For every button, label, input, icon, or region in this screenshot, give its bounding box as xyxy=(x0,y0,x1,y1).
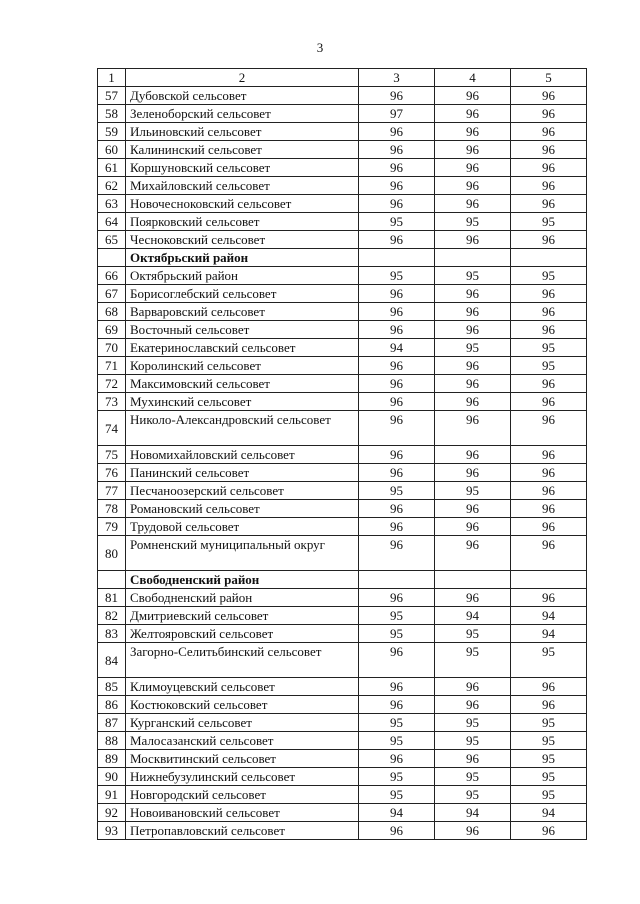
column-4-value-cell: 96 xyxy=(435,464,511,482)
column-3-value-cell: 96 xyxy=(359,393,435,411)
row-number-cell: 80 xyxy=(98,536,126,571)
table-row xyxy=(98,714,587,732)
column-3-value-cell: 94 xyxy=(359,339,435,357)
table-header-row xyxy=(98,69,587,87)
column-header: 1 xyxy=(98,69,126,87)
column-header: 2 xyxy=(126,69,359,87)
table-row xyxy=(98,500,587,518)
column-4-value-cell: 96 xyxy=(435,696,511,714)
column-3-value-cell: 96 xyxy=(359,464,435,482)
row-number-cell xyxy=(98,571,126,589)
table-row xyxy=(98,393,587,411)
district-name-cell: Новомихайловский сельсовет xyxy=(126,446,359,464)
column-5-value-cell: 96 xyxy=(511,696,587,714)
row-number-cell: 76 xyxy=(98,464,126,482)
column-3-value-cell: 97 xyxy=(359,105,435,123)
table-row xyxy=(98,375,587,393)
column-5-value-cell: 96 xyxy=(511,482,587,500)
column-4-value-cell: 96 xyxy=(435,678,511,696)
district-name-cell: Загорно-Селитьбинский сельсовет xyxy=(126,643,359,678)
district-name-cell: Петропавловский сельсовет xyxy=(126,822,359,840)
column-4-value-cell xyxy=(435,571,511,589)
row-number-cell: 74 xyxy=(98,411,126,446)
column-4-value-cell: 95 xyxy=(435,339,511,357)
column-4-value-cell: 95 xyxy=(435,213,511,231)
column-3-value-cell: 96 xyxy=(359,231,435,249)
column-3-value-cell: 95 xyxy=(359,607,435,625)
column-4-value-cell: 96 xyxy=(435,87,511,105)
table-row xyxy=(98,732,587,750)
district-name-cell: Королинский сельсовет xyxy=(126,357,359,375)
page-number: 3 xyxy=(316,40,324,55)
column-3-value-cell: 96 xyxy=(359,285,435,303)
column-3-value-cell: 96 xyxy=(359,321,435,339)
column-4-value-cell: 96 xyxy=(435,303,511,321)
column-4-value-cell: 96 xyxy=(435,750,511,768)
column-4-value-cell: 95 xyxy=(435,625,511,643)
row-number-cell: 79 xyxy=(98,518,126,536)
column-5-value-cell: 95 xyxy=(511,267,587,285)
column-5-value-cell: 94 xyxy=(511,804,587,822)
table-row xyxy=(98,589,587,607)
district-name-cell: Борисоглебский сельсовет xyxy=(126,285,359,303)
column-3-value-cell: 95 xyxy=(359,732,435,750)
column-4-value-cell: 96 xyxy=(435,159,511,177)
column-5-value-cell: 96 xyxy=(511,177,587,195)
district-name-cell: Чесноковский сельсовет xyxy=(126,231,359,249)
table-row xyxy=(98,643,587,678)
row-number-cell: 82 xyxy=(98,607,126,625)
district-name-cell: Панинский сельсовет xyxy=(126,464,359,482)
district-name-cell: Свободненский район xyxy=(126,589,359,607)
district-name-cell: Трудовой сельсовет xyxy=(126,518,359,536)
column-3-value-cell: 94 xyxy=(359,804,435,822)
table-row xyxy=(98,750,587,768)
table-row xyxy=(98,177,587,195)
table-row xyxy=(98,696,587,714)
district-name-cell: Николо-Александровский сельсовет xyxy=(126,411,359,446)
column-4-value-cell: 96 xyxy=(435,195,511,213)
table-row xyxy=(98,411,587,446)
column-5-value-cell: 96 xyxy=(511,231,587,249)
column-5-value-cell: 96 xyxy=(511,446,587,464)
column-3-value-cell: 95 xyxy=(359,267,435,285)
column-5-value-cell: 95 xyxy=(511,213,587,231)
district-name-cell: Новочесноковский сельсовет xyxy=(126,195,359,213)
column-4-value-cell: 96 xyxy=(435,123,511,141)
column-3-value-cell: 95 xyxy=(359,625,435,643)
column-4-value-cell: 95 xyxy=(435,786,511,804)
column-5-value-cell: 96 xyxy=(511,411,587,446)
column-3-value-cell: 95 xyxy=(359,786,435,804)
column-5-value-cell: 96 xyxy=(511,123,587,141)
row-number-cell: 59 xyxy=(98,123,126,141)
table-row xyxy=(98,804,587,822)
row-number-cell: 86 xyxy=(98,696,126,714)
row-number-cell: 73 xyxy=(98,393,126,411)
table-row xyxy=(98,482,587,500)
column-4-value-cell: 95 xyxy=(435,732,511,750)
row-number-cell: 71 xyxy=(98,357,126,375)
district-name-cell: Свободненский район xyxy=(126,571,359,589)
row-number-cell: 57 xyxy=(98,87,126,105)
row-number-cell: 62 xyxy=(98,177,126,195)
table-row xyxy=(98,105,587,123)
table-row xyxy=(98,518,587,536)
column-4-value-cell: 95 xyxy=(435,768,511,786)
column-3-value-cell: 96 xyxy=(359,500,435,518)
row-number-cell: 78 xyxy=(98,500,126,518)
row-number-cell: 77 xyxy=(98,482,126,500)
column-3-value-cell: 96 xyxy=(359,536,435,571)
table-body xyxy=(98,69,587,840)
row-number-cell: 87 xyxy=(98,714,126,732)
column-5-value-cell: 95 xyxy=(511,732,587,750)
section-header-row xyxy=(98,571,587,589)
district-name-cell: Калининский сельсовет xyxy=(126,141,359,159)
district-name-cell: Восточный сельсовет xyxy=(126,321,359,339)
row-number-cell: 92 xyxy=(98,804,126,822)
table-row xyxy=(98,141,587,159)
table-row xyxy=(98,213,587,231)
district-name-cell: Екатеринославский сельсовет xyxy=(126,339,359,357)
column-3-value-cell: 96 xyxy=(359,303,435,321)
table-row xyxy=(98,321,587,339)
district-name-cell: Поярковский сельсовет xyxy=(126,213,359,231)
row-number-cell: 83 xyxy=(98,625,126,643)
column-5-value-cell: 96 xyxy=(511,678,587,696)
column-3-value-cell: 96 xyxy=(359,411,435,446)
district-name-cell: Дубовской сельсовет xyxy=(126,87,359,105)
column-5-value-cell: 96 xyxy=(511,518,587,536)
table-row xyxy=(98,267,587,285)
table-row xyxy=(98,357,587,375)
table-row xyxy=(98,87,587,105)
column-4-value-cell: 96 xyxy=(435,500,511,518)
row-number-cell: 85 xyxy=(98,678,126,696)
district-name-cell: Новгородский сельсовет xyxy=(126,786,359,804)
column-5-value-cell xyxy=(511,249,587,267)
column-3-value-cell: 96 xyxy=(359,696,435,714)
column-3-value-cell xyxy=(359,249,435,267)
column-5-value-cell: 96 xyxy=(511,375,587,393)
column-3-value-cell: 96 xyxy=(359,589,435,607)
district-name-cell: Варваровский сельсовет xyxy=(126,303,359,321)
column-3-value-cell: 96 xyxy=(359,123,435,141)
district-name-cell: Ромненский муниципальный округ xyxy=(126,536,359,571)
row-number-cell: 66 xyxy=(98,267,126,285)
column-4-value-cell: 96 xyxy=(435,231,511,249)
district-name-cell: Малосазанский сельсовет xyxy=(126,732,359,750)
column-3-value-cell: 95 xyxy=(359,213,435,231)
column-4-value-cell: 94 xyxy=(435,804,511,822)
column-5-value-cell: 95 xyxy=(511,357,587,375)
row-number-cell: 69 xyxy=(98,321,126,339)
row-number-cell xyxy=(98,249,126,267)
column-5-value-cell: 95 xyxy=(511,339,587,357)
row-number-cell: 90 xyxy=(98,768,126,786)
column-4-value-cell: 96 xyxy=(435,141,511,159)
district-name-cell: Москвитинский сельсовет xyxy=(126,750,359,768)
column-3-value-cell: 96 xyxy=(359,195,435,213)
column-4-value-cell: 96 xyxy=(435,357,511,375)
column-5-value-cell: 96 xyxy=(511,285,587,303)
column-3-value-cell: 96 xyxy=(359,678,435,696)
column-5-value-cell: 96 xyxy=(511,87,587,105)
row-number-cell: 58 xyxy=(98,105,126,123)
row-number-cell: 91 xyxy=(98,786,126,804)
district-name-cell: Климоуцевский сельсовет xyxy=(126,678,359,696)
table-row xyxy=(98,123,587,141)
column-4-value-cell: 96 xyxy=(435,446,511,464)
column-3-value-cell: 96 xyxy=(359,518,435,536)
table-row xyxy=(98,536,587,571)
data-table xyxy=(97,68,587,840)
column-3-value-cell: 96 xyxy=(359,446,435,464)
column-3-value-cell: 95 xyxy=(359,768,435,786)
column-5-value-cell: 95 xyxy=(511,643,587,678)
row-number-cell: 60 xyxy=(98,141,126,159)
column-4-value-cell: 96 xyxy=(435,105,511,123)
column-4-value-cell: 96 xyxy=(435,822,511,840)
column-5-value-cell: 96 xyxy=(511,393,587,411)
column-3-value-cell: 95 xyxy=(359,714,435,732)
column-5-value-cell: 96 xyxy=(511,500,587,518)
column-5-value-cell: 96 xyxy=(511,105,587,123)
column-5-value-cell: 95 xyxy=(511,786,587,804)
district-name-cell: Нижнебузулинский сельсовет xyxy=(126,768,359,786)
table-row xyxy=(98,678,587,696)
district-name-cell: Желтояровский сельсовет xyxy=(126,625,359,643)
table-row xyxy=(98,285,587,303)
district-name-cell: Зеленоборский сельсовет xyxy=(126,105,359,123)
column-3-value-cell: 96 xyxy=(359,141,435,159)
column-4-value-cell xyxy=(435,249,511,267)
section-header-row xyxy=(98,249,587,267)
table-row xyxy=(98,303,587,321)
table-row xyxy=(98,159,587,177)
column-header: 3 xyxy=(359,69,435,87)
row-number-cell: 89 xyxy=(98,750,126,768)
table-row xyxy=(98,786,587,804)
column-4-value-cell: 94 xyxy=(435,607,511,625)
column-5-value-cell xyxy=(511,571,587,589)
column-4-value-cell: 96 xyxy=(435,589,511,607)
row-number-cell: 75 xyxy=(98,446,126,464)
row-number-cell: 63 xyxy=(98,195,126,213)
column-5-value-cell: 96 xyxy=(511,141,587,159)
column-3-value-cell: 96 xyxy=(359,357,435,375)
district-name-cell: Михайловский сельсовет xyxy=(126,177,359,195)
district-name-cell: Ильиновский сельсовет xyxy=(126,123,359,141)
table-row xyxy=(98,607,587,625)
row-number-cell: 67 xyxy=(98,285,126,303)
district-name-cell: Максимовский сельсовет xyxy=(126,375,359,393)
column-3-value-cell: 96 xyxy=(359,750,435,768)
column-4-value-cell: 95 xyxy=(435,643,511,678)
column-3-value-cell: 96 xyxy=(359,643,435,678)
table-row xyxy=(98,339,587,357)
column-5-value-cell: 95 xyxy=(511,768,587,786)
district-name-cell: Романовский сельсовет xyxy=(126,500,359,518)
column-3-value-cell: 96 xyxy=(359,177,435,195)
column-5-value-cell: 96 xyxy=(511,303,587,321)
row-number-cell: 61 xyxy=(98,159,126,177)
column-3-value-cell: 96 xyxy=(359,822,435,840)
column-3-value-cell: 95 xyxy=(359,482,435,500)
column-4-value-cell: 95 xyxy=(435,714,511,732)
column-4-value-cell: 95 xyxy=(435,482,511,500)
column-4-value-cell: 96 xyxy=(435,177,511,195)
column-header: 5 xyxy=(511,69,587,87)
table-row xyxy=(98,464,587,482)
district-name-cell: Песчаноозерский сельсовет xyxy=(126,482,359,500)
row-number-cell: 72 xyxy=(98,375,126,393)
district-name-cell: Коршуновский сельсовет xyxy=(126,159,359,177)
row-number-cell: 65 xyxy=(98,231,126,249)
column-4-value-cell: 95 xyxy=(435,267,511,285)
table-row xyxy=(98,446,587,464)
district-name-cell: Дмитриевский сельсовет xyxy=(126,607,359,625)
column-5-value-cell: 96 xyxy=(511,195,587,213)
row-number-cell: 64 xyxy=(98,213,126,231)
table-row xyxy=(98,768,587,786)
column-4-value-cell: 96 xyxy=(435,375,511,393)
column-3-value-cell: 96 xyxy=(359,375,435,393)
row-number-cell: 70 xyxy=(98,339,126,357)
column-5-value-cell: 96 xyxy=(511,464,587,482)
column-5-value-cell: 96 xyxy=(511,822,587,840)
column-4-value-cell: 96 xyxy=(435,411,511,446)
row-number-cell: 88 xyxy=(98,732,126,750)
district-name-cell: Мухинский сельсовет xyxy=(126,393,359,411)
table-row xyxy=(98,625,587,643)
table-row xyxy=(98,231,587,249)
column-4-value-cell: 96 xyxy=(435,518,511,536)
column-header: 4 xyxy=(435,69,511,87)
column-4-value-cell: 96 xyxy=(435,393,511,411)
row-number-cell: 81 xyxy=(98,589,126,607)
column-5-value-cell: 94 xyxy=(511,607,587,625)
column-4-value-cell: 96 xyxy=(435,536,511,571)
row-number-cell: 68 xyxy=(98,303,126,321)
row-number-cell: 93 xyxy=(98,822,126,840)
table-row xyxy=(98,822,587,840)
district-name-cell: Курганский сельсовет xyxy=(126,714,359,732)
district-name-cell: Костюковский сельсовет xyxy=(126,696,359,714)
column-5-value-cell: 96 xyxy=(511,321,587,339)
district-name-cell: Октябрьский район xyxy=(126,267,359,285)
column-5-value-cell: 95 xyxy=(511,714,587,732)
column-3-value-cell: 96 xyxy=(359,87,435,105)
district-name-cell: Новоивановский сельсовет xyxy=(126,804,359,822)
district-name-cell: Октябрьский район xyxy=(126,249,359,267)
column-5-value-cell: 96 xyxy=(511,159,587,177)
row-number-cell: 84 xyxy=(98,643,126,678)
table-row xyxy=(98,195,587,213)
column-5-value-cell: 94 xyxy=(511,625,587,643)
column-5-value-cell: 96 xyxy=(511,536,587,571)
column-3-value-cell xyxy=(359,571,435,589)
column-4-value-cell: 96 xyxy=(435,285,511,303)
column-5-value-cell: 96 xyxy=(511,589,587,607)
column-5-value-cell: 95 xyxy=(511,750,587,768)
column-3-value-cell: 96 xyxy=(359,159,435,177)
column-4-value-cell: 96 xyxy=(435,321,511,339)
